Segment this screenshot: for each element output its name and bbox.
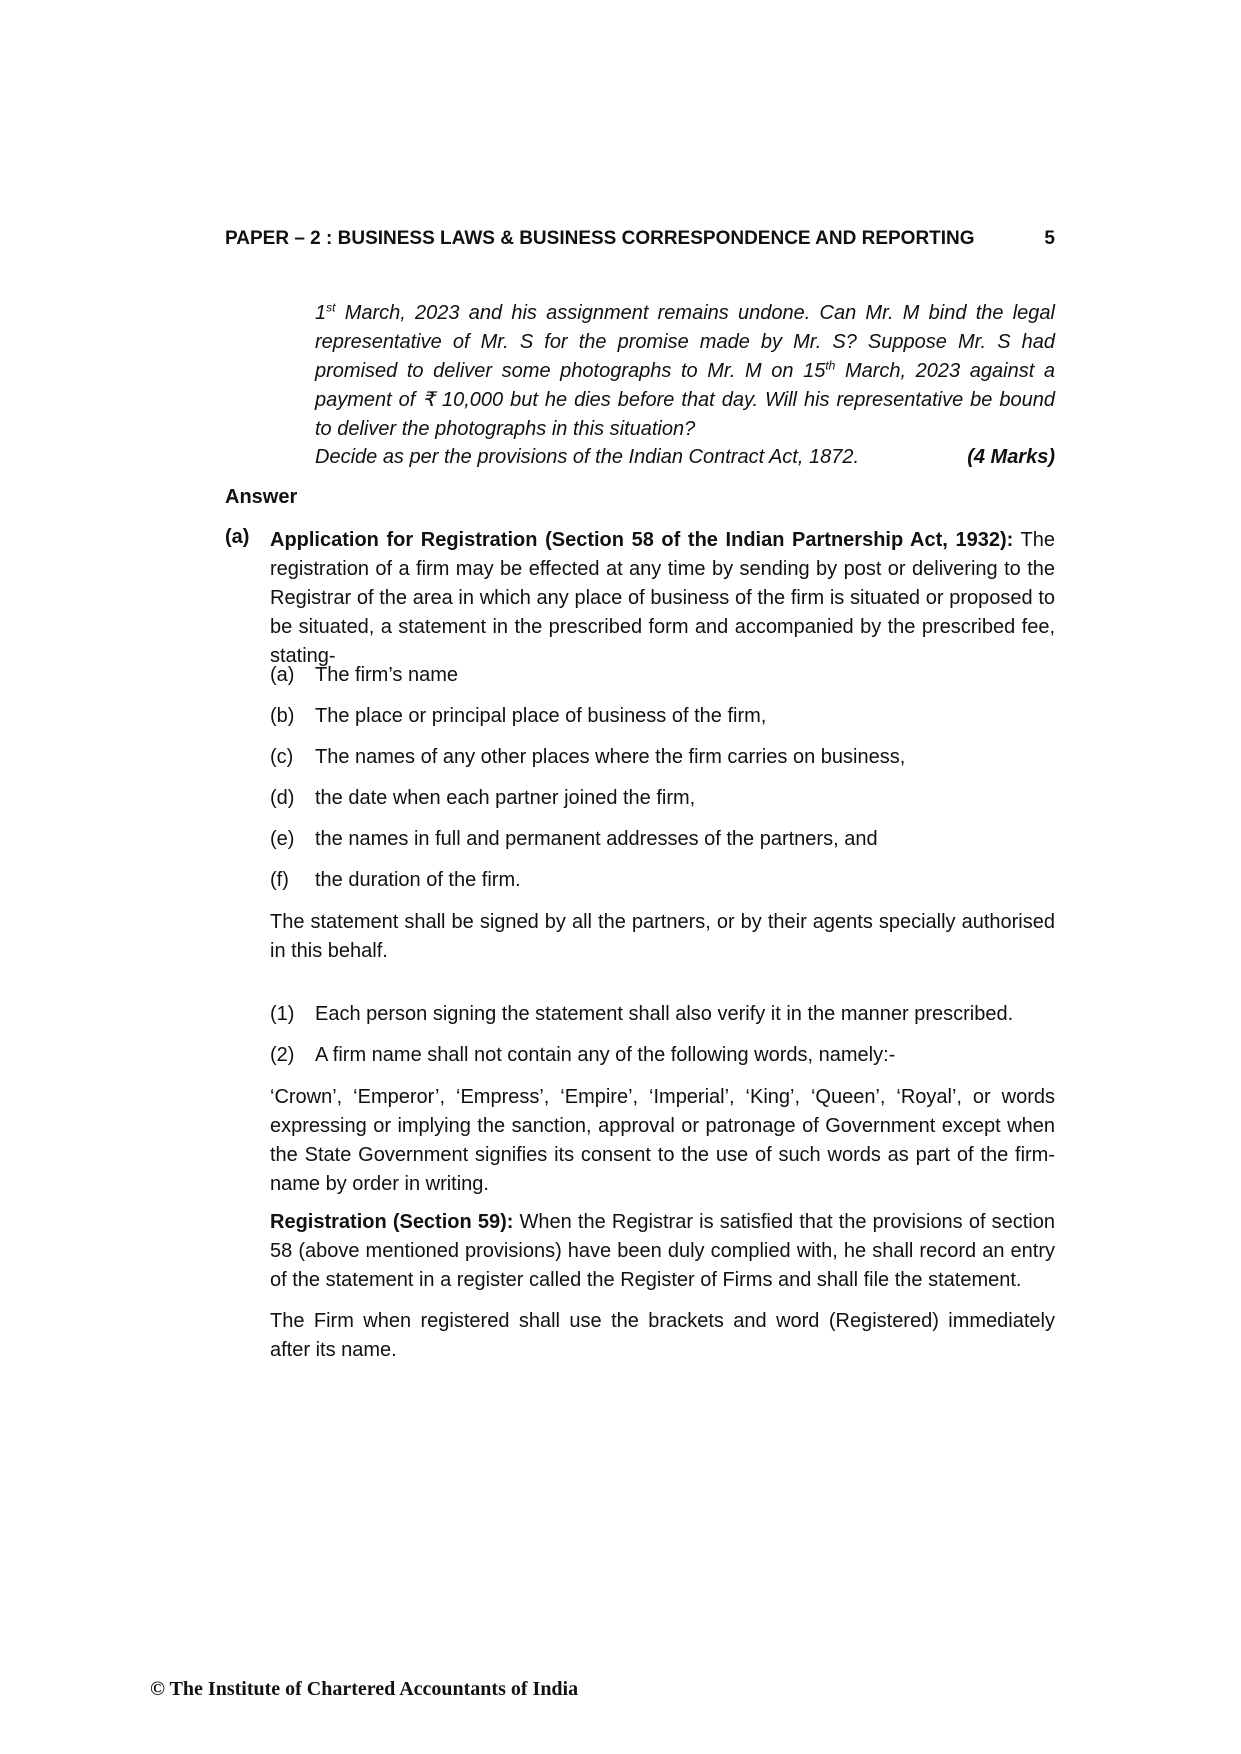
list-text: the names in full and permanent addresses of the partners, and [315, 828, 878, 850]
ordinal-sup: st [326, 300, 336, 315]
question-day: 1 [315, 302, 327, 324]
part-intro [270, 526, 1055, 671]
numbered-label: (2) [270, 1044, 295, 1066]
answer-heading: Answer [225, 486, 298, 508]
numbered-label: (1) [270, 1003, 295, 1025]
registration-paragraph [270, 1208, 1055, 1295]
list-label: (e) [270, 828, 295, 850]
list-label: (f) [270, 869, 289, 891]
list-item [270, 705, 766, 728]
list-text: the date when each partner joined the firm, [315, 787, 696, 809]
list-text: the duration of the firm. [315, 869, 521, 891]
question-text [315, 299, 1055, 444]
list-text: The names of any other places where the firm carries on business, [315, 746, 906, 768]
marks-label: (4 Marks) [967, 446, 1055, 468]
question-decide [315, 446, 1055, 469]
page-header [225, 228, 1055, 250]
decide-text: Decide as per the provisions of the Indian Contract Act, 1872. [315, 446, 860, 468]
numbered-item [270, 1003, 1013, 1026]
list-text: The firm’s name [315, 664, 459, 686]
question-text-part1: March, 2023 and his assignment remains undone. Can Mr. M bind the legal representative of Mr. S for the promise made by Mr. S? Suppose Mr. S had promised to deliver some photographs to Mr. M on 15 [315, 302, 1055, 382]
list-item [270, 869, 521, 892]
statement-paragraph: The statement shall be signed by all the partners, or by their agents specially authorised in this behalf. [270, 911, 1055, 962]
page-number: 5 [1044, 228, 1055, 249]
list-text: The place or principal place of business of the firm, [315, 705, 767, 727]
list-label: (c) [270, 746, 294, 768]
part-intro-text: The registration of a firm may be effected at any time by sending by post or delivering to the Registrar of the area in which any place of business of the firm is situated or proposed to be situated, a statement in the prescribed form and accompanied by the prescribed fee, stating- [270, 529, 1055, 667]
list-label: (b) [270, 705, 295, 727]
final-paragraph: The Firm when registered shall use the brackets and word (Registered) immediately after its name. [270, 1310, 1055, 1361]
numbered-text: A firm name shall not contain any of the following words, namely:- [315, 1044, 896, 1066]
numbered-text: Each person signing the statement shall also verify it in the manner prescribed. [315, 1003, 1014, 1025]
registration-title: Registration (Section 59): [270, 1211, 514, 1233]
list-item [270, 828, 878, 851]
list-item [270, 787, 695, 810]
question-text-part2: March, 2023 against a payment of ₹ 10,000 but he dies before that day. Will his representative be bound to deliver the photographs in this situation? [315, 360, 1055, 440]
footer-copyright: © The Institute of Chartered Accountants of India [150, 1678, 579, 1700]
ordinal-sup: th [825, 358, 836, 373]
part-label: (a) [225, 526, 250, 548]
list-item [270, 746, 905, 769]
list-label: (d) [270, 787, 295, 809]
list-item [270, 664, 458, 687]
header-title: PAPER – 2 : BUSINESS LAWS & BUSINESS CORRESPONDENCE AND REPORTING [225, 228, 975, 249]
list-label: (a) [270, 664, 295, 686]
part-title: Application for Registration (Section 58 of the Indian Partnership Act, 1932): [270, 529, 1014, 551]
numbered-item [270, 1044, 895, 1067]
registration-text: When the Registrar is satisfied that the provisions of section 58 (above mentioned provisions) have been duly complied with, he shall record an entry of the statement in a register called the Register of Firms and shall file the statement. [270, 1211, 1056, 1291]
restricted-words-paragraph: ‘Crown’, ‘Emperor’, ‘Empress’, ‘Empire’, ‘Imperial’, ‘King’, ‘Queen’, ‘Royal’, or words expressing or implying the sanction, approval or patronage of Government except when the State Government signifies its consent to the use of such words as part of the firm-name by order in writing. [270, 1086, 1055, 1195]
